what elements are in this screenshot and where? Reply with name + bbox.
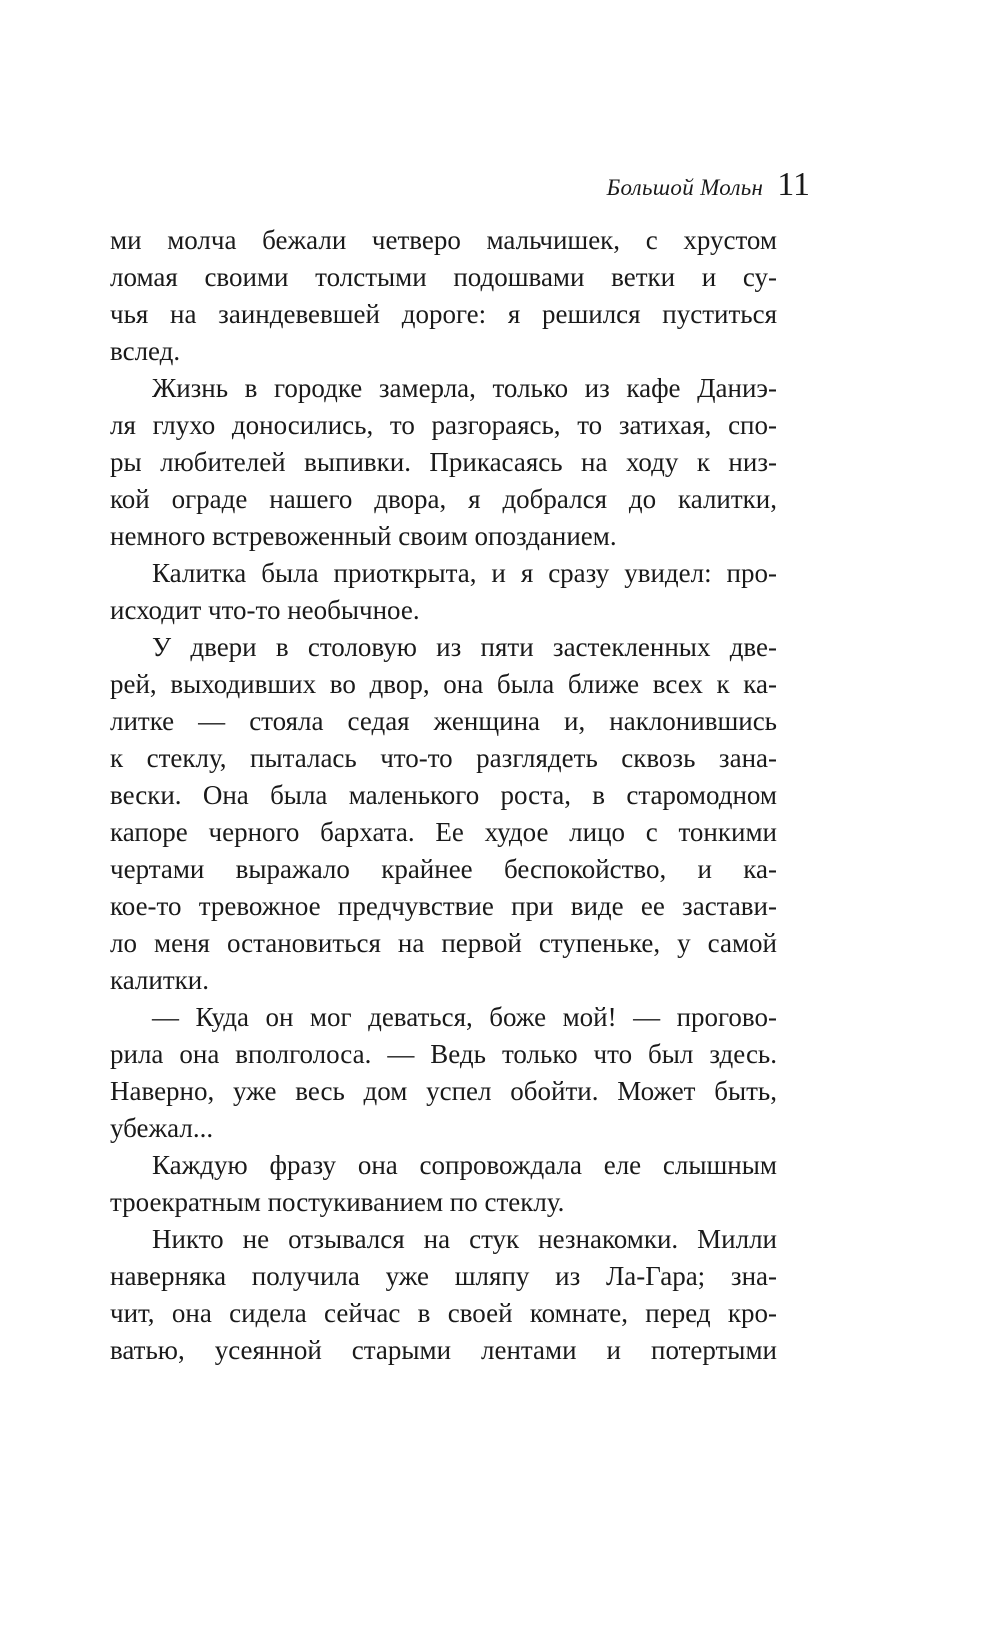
running-head [607,168,810,202]
text-line: Никто не отзывался на стук незнакомки. Милли [152,1224,777,1254]
text-line: чертами выражало крайнее беспокойство, и ка- [110,854,777,884]
text-line: кое-то тревожное предчувствие при виде ее застави- [110,891,777,921]
text-line: Калитка была приоткрыта, и я сразу увидел: про- [152,558,777,588]
text-line: — Куда он мог деваться, боже мой! — прогово- [152,1002,777,1032]
text-line: ля глухо доносились, то разгораясь, то затихая, спо- [110,410,777,440]
text-line: троекратным постукиванием по стеклу. [110,1187,565,1217]
text-line: Каждую фразу она сопровождала еле слышным [152,1150,777,1180]
text-line: ломая своими толстыми подошвами ветки и су- [110,262,777,292]
text-line: кой ограде нашего двора, я добрался до калитки, [110,484,777,514]
text-line: ми молча бежали четверо мальчишек, с хрустом [110,225,777,255]
text-line: к стеклу, пыталась что-то разглядеть сквозь зана- [110,743,777,773]
text-line: рей, выходивших во двор, она была ближе всех к ка- [110,669,777,699]
text-line: убежал... [110,1113,214,1143]
text-line: литке — стояла седая женщина и, наклонившись [110,706,777,736]
text-line: калитки. [110,965,209,995]
text-line: Наверно, уже весь дом успел обойти. Может быть, [110,1076,777,1106]
text-line: чья на заиндевевшей дороге: я решился пуститься [110,299,777,329]
text-line: ло меня остановиться на первой ступеньке, у самой [110,928,777,958]
text-line: У двери в столовую из пяти застекленных две- [152,632,777,662]
text-line: вслед. [110,336,181,366]
body-text [110,222,777,1369]
text-line: вески. Она была маленького роста, в старомодном [110,780,777,810]
text-line: рила она вполголоса. — Ведь только что был здесь. [110,1039,777,1069]
text-line: немного встревоженный своим опозданием. [110,521,617,551]
text-line: капоре черного бархата. Ее худое лицо с тонкими [110,817,777,847]
text-line: наверняка получила уже шляпу из Ла-Гара; зна- [110,1261,777,1291]
running-title: Большой Мольн [606,175,764,200]
page-number: 11 [777,166,810,203]
text-line: чит, она сидела сейчас в своей комнате, перед кро- [110,1298,777,1328]
text-line: исходит что-то необычное. [110,595,420,625]
text-line: Жизнь в городке замерла, только из кафе Даниэ- [152,373,777,403]
text-line: ватью, усеянной старыми лентами и потертыми [110,1335,777,1365]
text-line: ры любителей выпивки. Прикасаясь на ходу к низ- [110,447,777,477]
